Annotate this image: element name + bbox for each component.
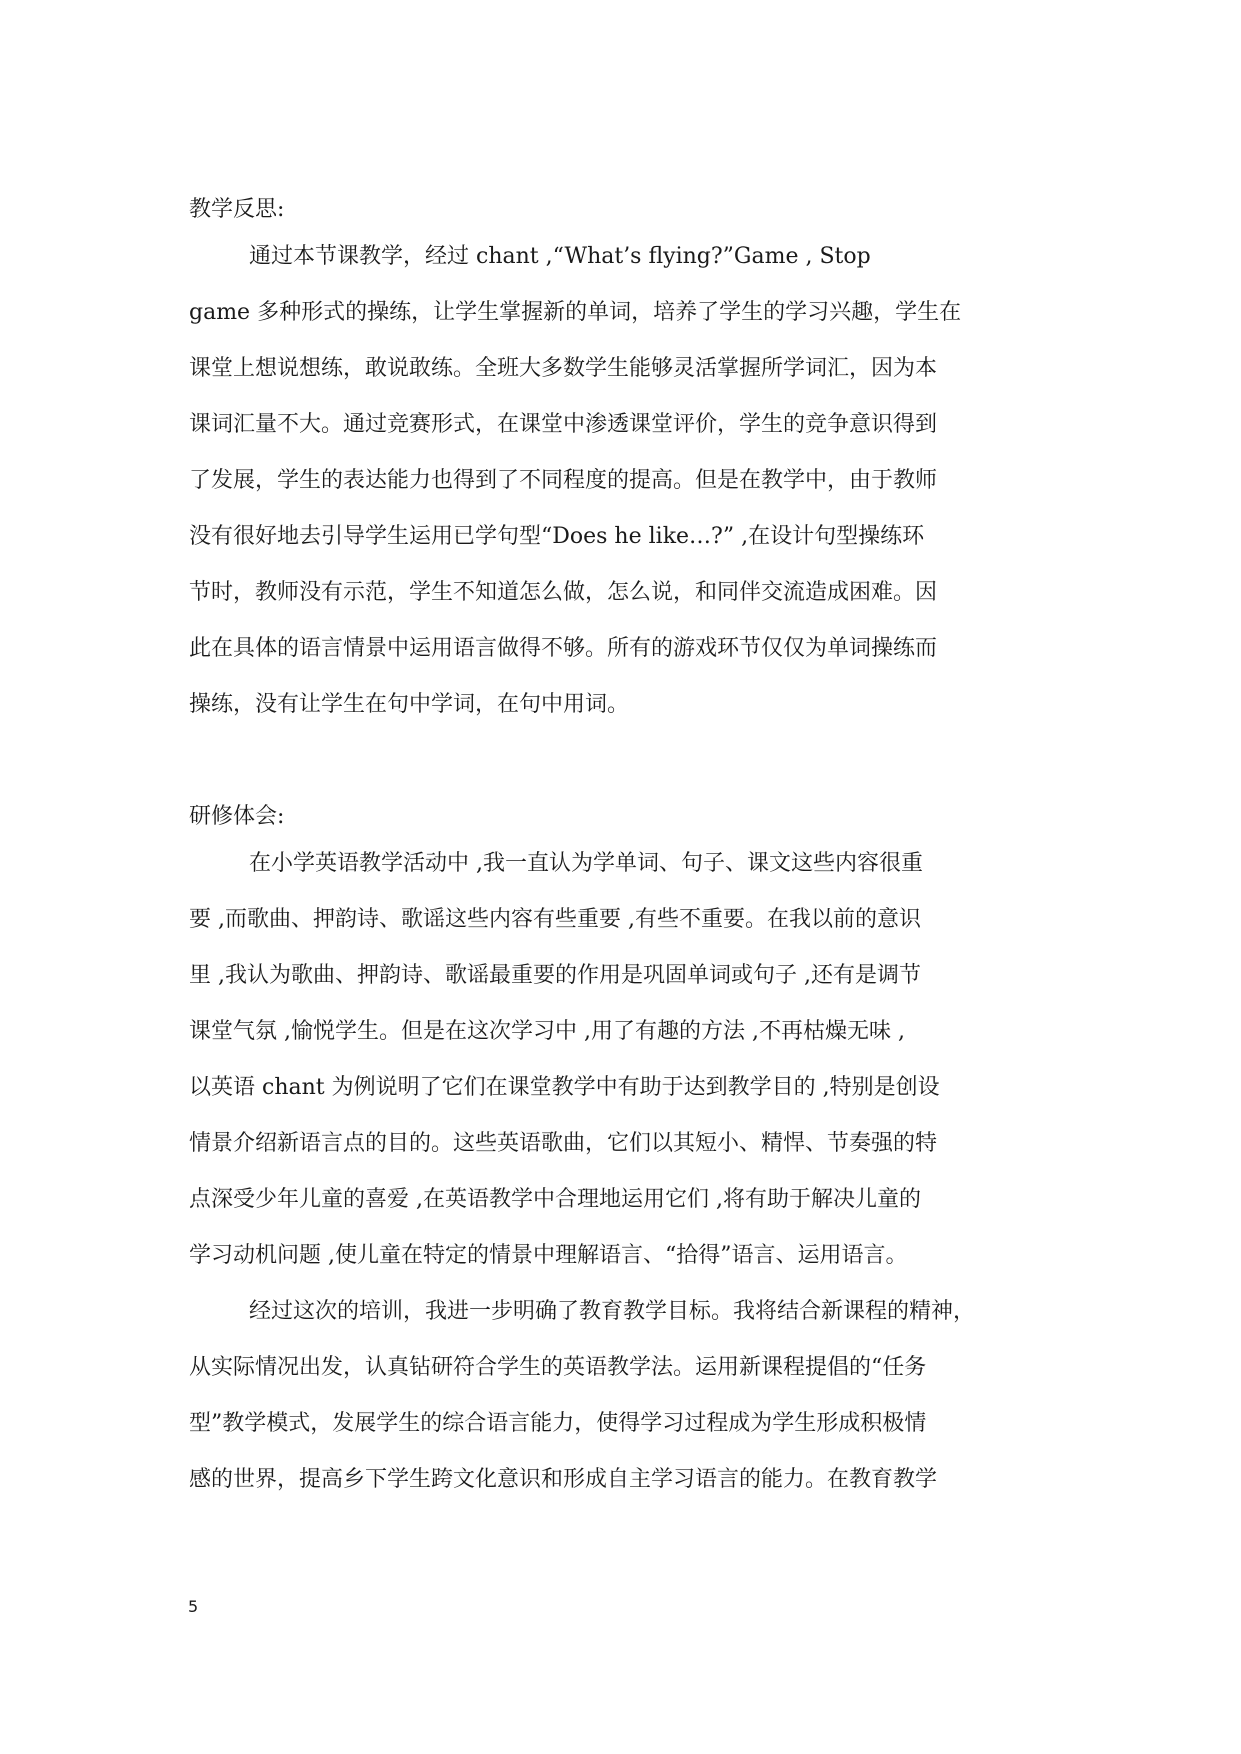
text-line: 没有很好地去引导学生运用已学句型“Does he like…?” ,在设计句型操练环	[189, 524, 925, 549]
page-number: 5	[188, 1597, 199, 1616]
text-line: 课词汇量不大。通过竞赛形式，在课堂中渗透课堂评价，学生的竞争意识得到	[189, 412, 938, 437]
text-line: 经过这次的培训，我进一步明确了教育教学目标。我将结合新课程的精神，	[249, 1299, 976, 1324]
text-line: 里 ,我认为歌曲、押韵诗、歌谣最重要的作用是巩固单词或句子 ,还有是调节	[189, 963, 921, 988]
text-line: 感的世界，提高乡下学生跨文化意识和形成自主学习语言的能力。在教育教学	[189, 1467, 938, 1492]
text-line: 从实际情况出发，认真钻研符合学生的英语教学法。运用新课程提倡的“任务	[189, 1355, 927, 1380]
text-line: game 多种形式的操练，让学生掌握新的单词，培养了学生的学习兴趣，学生在	[189, 300, 962, 325]
text-line: 此在具体的语言情景中运用语言做得不够。所有的游戏环节仅仅为单词操练而	[189, 636, 938, 661]
text-line: 点深受少年儿童的喜爱 ,在英语教学中合理地运用它们 ,将有助于解决儿童的	[189, 1187, 921, 1212]
text-line: 要 ,而歌曲、押韵诗、歌谣这些内容有些重要 ,有些不重要。在我以前的意识	[189, 907, 921, 932]
text-line: 课堂上想说想练，敢说敢练。全班大多数学生能够灵活掌握所学词汇，因为本	[189, 356, 938, 381]
text-line: 型”教学模式，发展学生的综合语言能力，使得学习过程成为学生形成积极情	[189, 1411, 927, 1436]
section-teaching-reflection	[189, 193, 1069, 744]
text-line: 以英语 chant 为例说明了它们在课堂教学中有助于达到教学目的 ,特别是创设	[189, 1075, 940, 1100]
section-body	[189, 240, 1069, 744]
section-body	[189, 847, 1069, 1519]
text-line: 情景介绍新语言点的目的。这些英语歌曲，它们以其短小、精悍、节奏强的特	[189, 1131, 938, 1156]
text-line: 在小学英语教学活动中 ,我一直认为学单词、句子、课文这些内容很重	[249, 851, 923, 876]
text-line: 通过本节课教学，经过 chant ,“What’s flying?”Game , Stop	[249, 244, 871, 269]
text-line: 学习动机问题 ,使儿童在特定的情景中理解语言、“拾得”语言、运用语言。	[189, 1243, 908, 1268]
text-line: 了发展，学生的表达能力也得到了不同程度的提高。但是在教学中，由于教师	[189, 468, 938, 493]
text-line: 课堂气氛 ,愉悦学生。但是在这次学习中 ,用了有趣的方法 ,不再枯燥无味 ,	[189, 1019, 905, 1044]
section-training-experience	[189, 800, 1069, 1519]
text-line: 操练，没有让学生在句中学词，在句中用词。	[189, 692, 630, 717]
text-line: 节时，教师没有示范，学生不知道怎么做，怎么说，和同伴交流造成困难。因	[189, 580, 938, 605]
section-heading: 教学反思:	[189, 197, 285, 222]
section-heading: 研修体会:	[189, 804, 285, 829]
